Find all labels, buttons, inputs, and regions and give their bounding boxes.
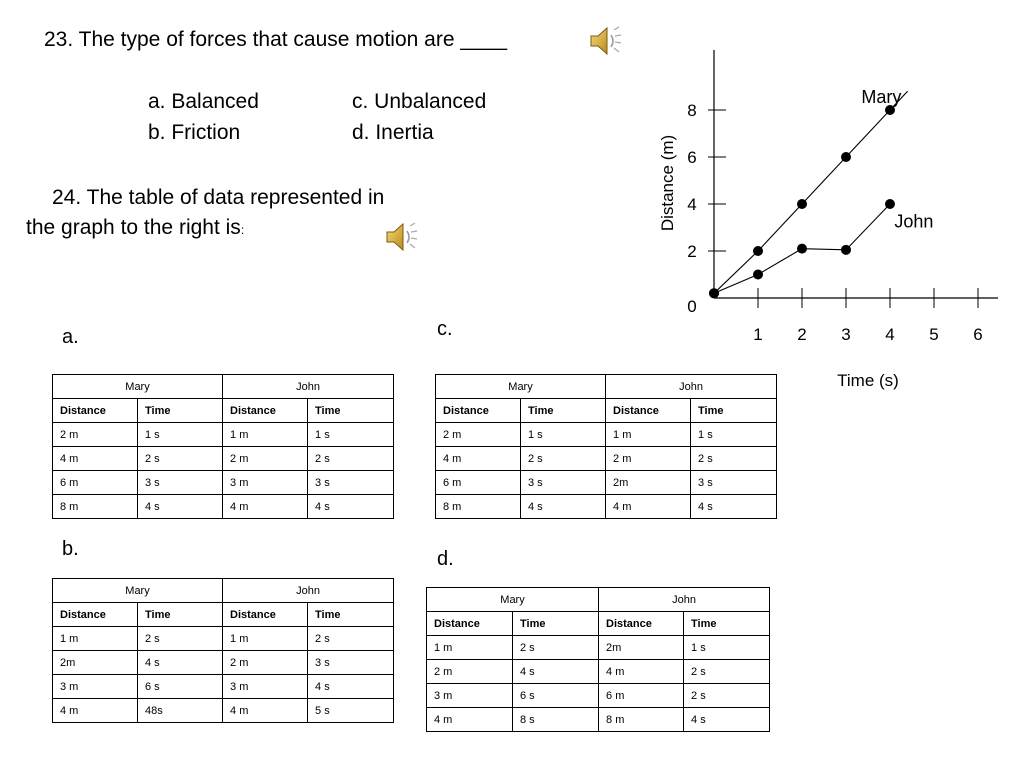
data-point-john [885, 199, 895, 209]
data-table-b [52, 578, 394, 723]
table-cell: 2 m [223, 447, 308, 471]
table-cell: 2 m [427, 660, 513, 684]
table-cell: 2 s [684, 684, 770, 708]
series-line-mary [714, 91, 908, 293]
table-cell: 4 s [521, 495, 606, 519]
table-cell: 4 m [53, 447, 138, 471]
speaker-icon[interactable] [384, 220, 420, 259]
table-label-c: c. [437, 318, 453, 340]
data-table-a [52, 374, 394, 519]
column-header: Distance [436, 399, 521, 423]
table-cell: 1 m [606, 423, 691, 447]
table-cell: 3 m [53, 675, 138, 699]
column-header: Distance [223, 399, 308, 423]
table-row [53, 675, 394, 699]
table-cell: 1 s [138, 423, 223, 447]
x-axis-label: Time (s) [837, 371, 899, 390]
table-cell: 6 m [436, 471, 521, 495]
question-24 [26, 183, 446, 245]
table-cell: 2 m [223, 651, 308, 675]
data-point-john [709, 288, 719, 298]
column-header: Time [138, 399, 223, 423]
table-cell: 2m [599, 636, 684, 660]
x-tick-label: 5 [929, 325, 939, 344]
question-23: 23. The type of forces that cause motion are ____ [44, 28, 508, 51]
table-cell: 3 m [223, 471, 308, 495]
table-row [53, 627, 394, 651]
data-point-mary [797, 199, 807, 209]
table-cell: 4 s [684, 708, 770, 732]
table-cell: 4 m [606, 495, 691, 519]
table-cell: 4 s [691, 495, 777, 519]
table-cell: 4 s [138, 651, 223, 675]
table-row [53, 495, 394, 519]
data-point-mary [841, 152, 851, 162]
y-tick-label: 8 [687, 101, 697, 120]
table-cell: 1 s [684, 636, 770, 660]
column-header: Distance [223, 603, 308, 627]
group-header-john: John [599, 588, 770, 612]
y-tick-label: 4 [687, 195, 697, 214]
table-row [53, 447, 394, 471]
table-cell: 4 s [308, 675, 394, 699]
table-label-d: d. [437, 548, 454, 570]
column-header: Distance [53, 603, 138, 627]
table-row [427, 660, 770, 684]
table-cell: 4 s [138, 495, 223, 519]
table-cell: 2 s [138, 627, 223, 651]
table-cell: 6 s [138, 675, 223, 699]
column-header: Time [521, 399, 606, 423]
group-header-mary: Mary [427, 588, 599, 612]
column-header: Time [308, 399, 394, 423]
option-a: a. Balanced [148, 90, 259, 113]
table-row [53, 699, 394, 723]
group-header-john: John [223, 579, 394, 603]
table-cell: 2 m [436, 423, 521, 447]
y-tick-label: 6 [687, 148, 697, 167]
table-cell: 3 s [308, 651, 394, 675]
table-cell: 8 m [599, 708, 684, 732]
table-cell: 8 m [53, 495, 138, 519]
column-header: Time [308, 603, 394, 627]
column-header: Distance [427, 612, 513, 636]
table-cell: 2m [606, 471, 691, 495]
table-cell: 4 s [513, 660, 599, 684]
table-cell: 2 s [691, 447, 777, 471]
option-c: c. Unbalanced [352, 90, 487, 113]
table-cell: 2 m [53, 423, 138, 447]
data-point-john [841, 245, 851, 255]
table-cell: 2m [53, 651, 138, 675]
table-cell: 8 m [436, 495, 521, 519]
column-header: Distance [599, 612, 684, 636]
group-header-john: John [223, 375, 394, 399]
table-cell: 4 m [599, 660, 684, 684]
table-cell: 5 s [308, 699, 394, 723]
table-label-a: a. [62, 326, 79, 348]
table-cell: 1 m [53, 627, 138, 651]
group-header-mary: Mary [53, 579, 223, 603]
table-row [436, 471, 777, 495]
table-cell: 1 s [521, 423, 606, 447]
table-row [53, 471, 394, 495]
table-row [427, 708, 770, 732]
table-row [427, 684, 770, 708]
x-tick-label: 3 [841, 325, 851, 344]
table-cell: 3 s [308, 471, 394, 495]
table-cell: 2 m [606, 447, 691, 471]
table-cell: 4 s [308, 495, 394, 519]
y-axis-label: Distance (m) [658, 134, 677, 232]
table-cell: 3 m [427, 684, 513, 708]
table-row [436, 423, 777, 447]
data-point-john [753, 270, 763, 280]
table-cell: 1 m [223, 423, 308, 447]
table-cell: 4 m [53, 699, 138, 723]
table-cell: 3 s [521, 471, 606, 495]
y-tick-label: 2 [687, 242, 697, 261]
data-point-mary [753, 246, 763, 256]
column-header: Time [513, 612, 599, 636]
table-row [53, 423, 394, 447]
series-label-mary: Mary [861, 86, 902, 107]
column-header: Time [138, 603, 223, 627]
table-cell: 8 s [513, 708, 599, 732]
table-cell: 2 s [684, 660, 770, 684]
speaker-icon[interactable] [588, 24, 624, 63]
x-tick-label: 1 [753, 325, 763, 344]
option-d: d. Inertia [352, 121, 434, 144]
x-tick-label: 2 [797, 325, 807, 344]
table-cell: 6 s [513, 684, 599, 708]
table-cell: 2 s [521, 447, 606, 471]
option-b: b. Friction [148, 121, 241, 144]
group-header-mary: Mary [53, 375, 223, 399]
table-cell: 4 m [436, 447, 521, 471]
table-row [436, 447, 777, 471]
question-24-line2: the graph to the right is [26, 216, 241, 239]
table-cell: 6 m [53, 471, 138, 495]
table-cell: 4 m [223, 699, 308, 723]
data-table-d [426, 587, 770, 732]
table-row [53, 651, 394, 675]
question-24-colon: : [240, 223, 245, 237]
table-cell: 3 m [223, 675, 308, 699]
distance-time-chart [640, 40, 1010, 400]
x-tick-label: 4 [885, 325, 895, 344]
series-label-john: John [894, 211, 934, 232]
table-cell: 1 s [691, 423, 777, 447]
column-header: Time [691, 399, 777, 423]
table-cell: 1 m [223, 627, 308, 651]
table-cell: 4 m [427, 708, 513, 732]
column-header: Distance [53, 399, 138, 423]
table-cell: 2 s [308, 627, 394, 651]
table-cell: 2 s [308, 447, 394, 471]
table-cell: 1 s [308, 423, 394, 447]
column-header: Time [684, 612, 770, 636]
table-cell: 1 m [427, 636, 513, 660]
x-tick-label-zero: 0 [687, 297, 697, 316]
column-header: Distance [606, 399, 691, 423]
table-label-b: b. [62, 538, 79, 560]
table-cell: 2 s [138, 447, 223, 471]
data-point-john [797, 244, 807, 254]
table-cell: 3 s [691, 471, 777, 495]
table-cell: 3 s [138, 471, 223, 495]
table-row [427, 636, 770, 660]
table-cell: 6 m [599, 684, 684, 708]
group-header-john: John [606, 375, 777, 399]
table-row [436, 495, 777, 519]
table-cell: 2 s [513, 636, 599, 660]
question-24-line1: 24. The table of data represented in [52, 186, 385, 209]
table-cell: 48s [138, 699, 223, 723]
x-tick-label: 6 [973, 325, 983, 344]
group-header-mary: Mary [436, 375, 606, 399]
table-cell: 4 m [223, 495, 308, 519]
